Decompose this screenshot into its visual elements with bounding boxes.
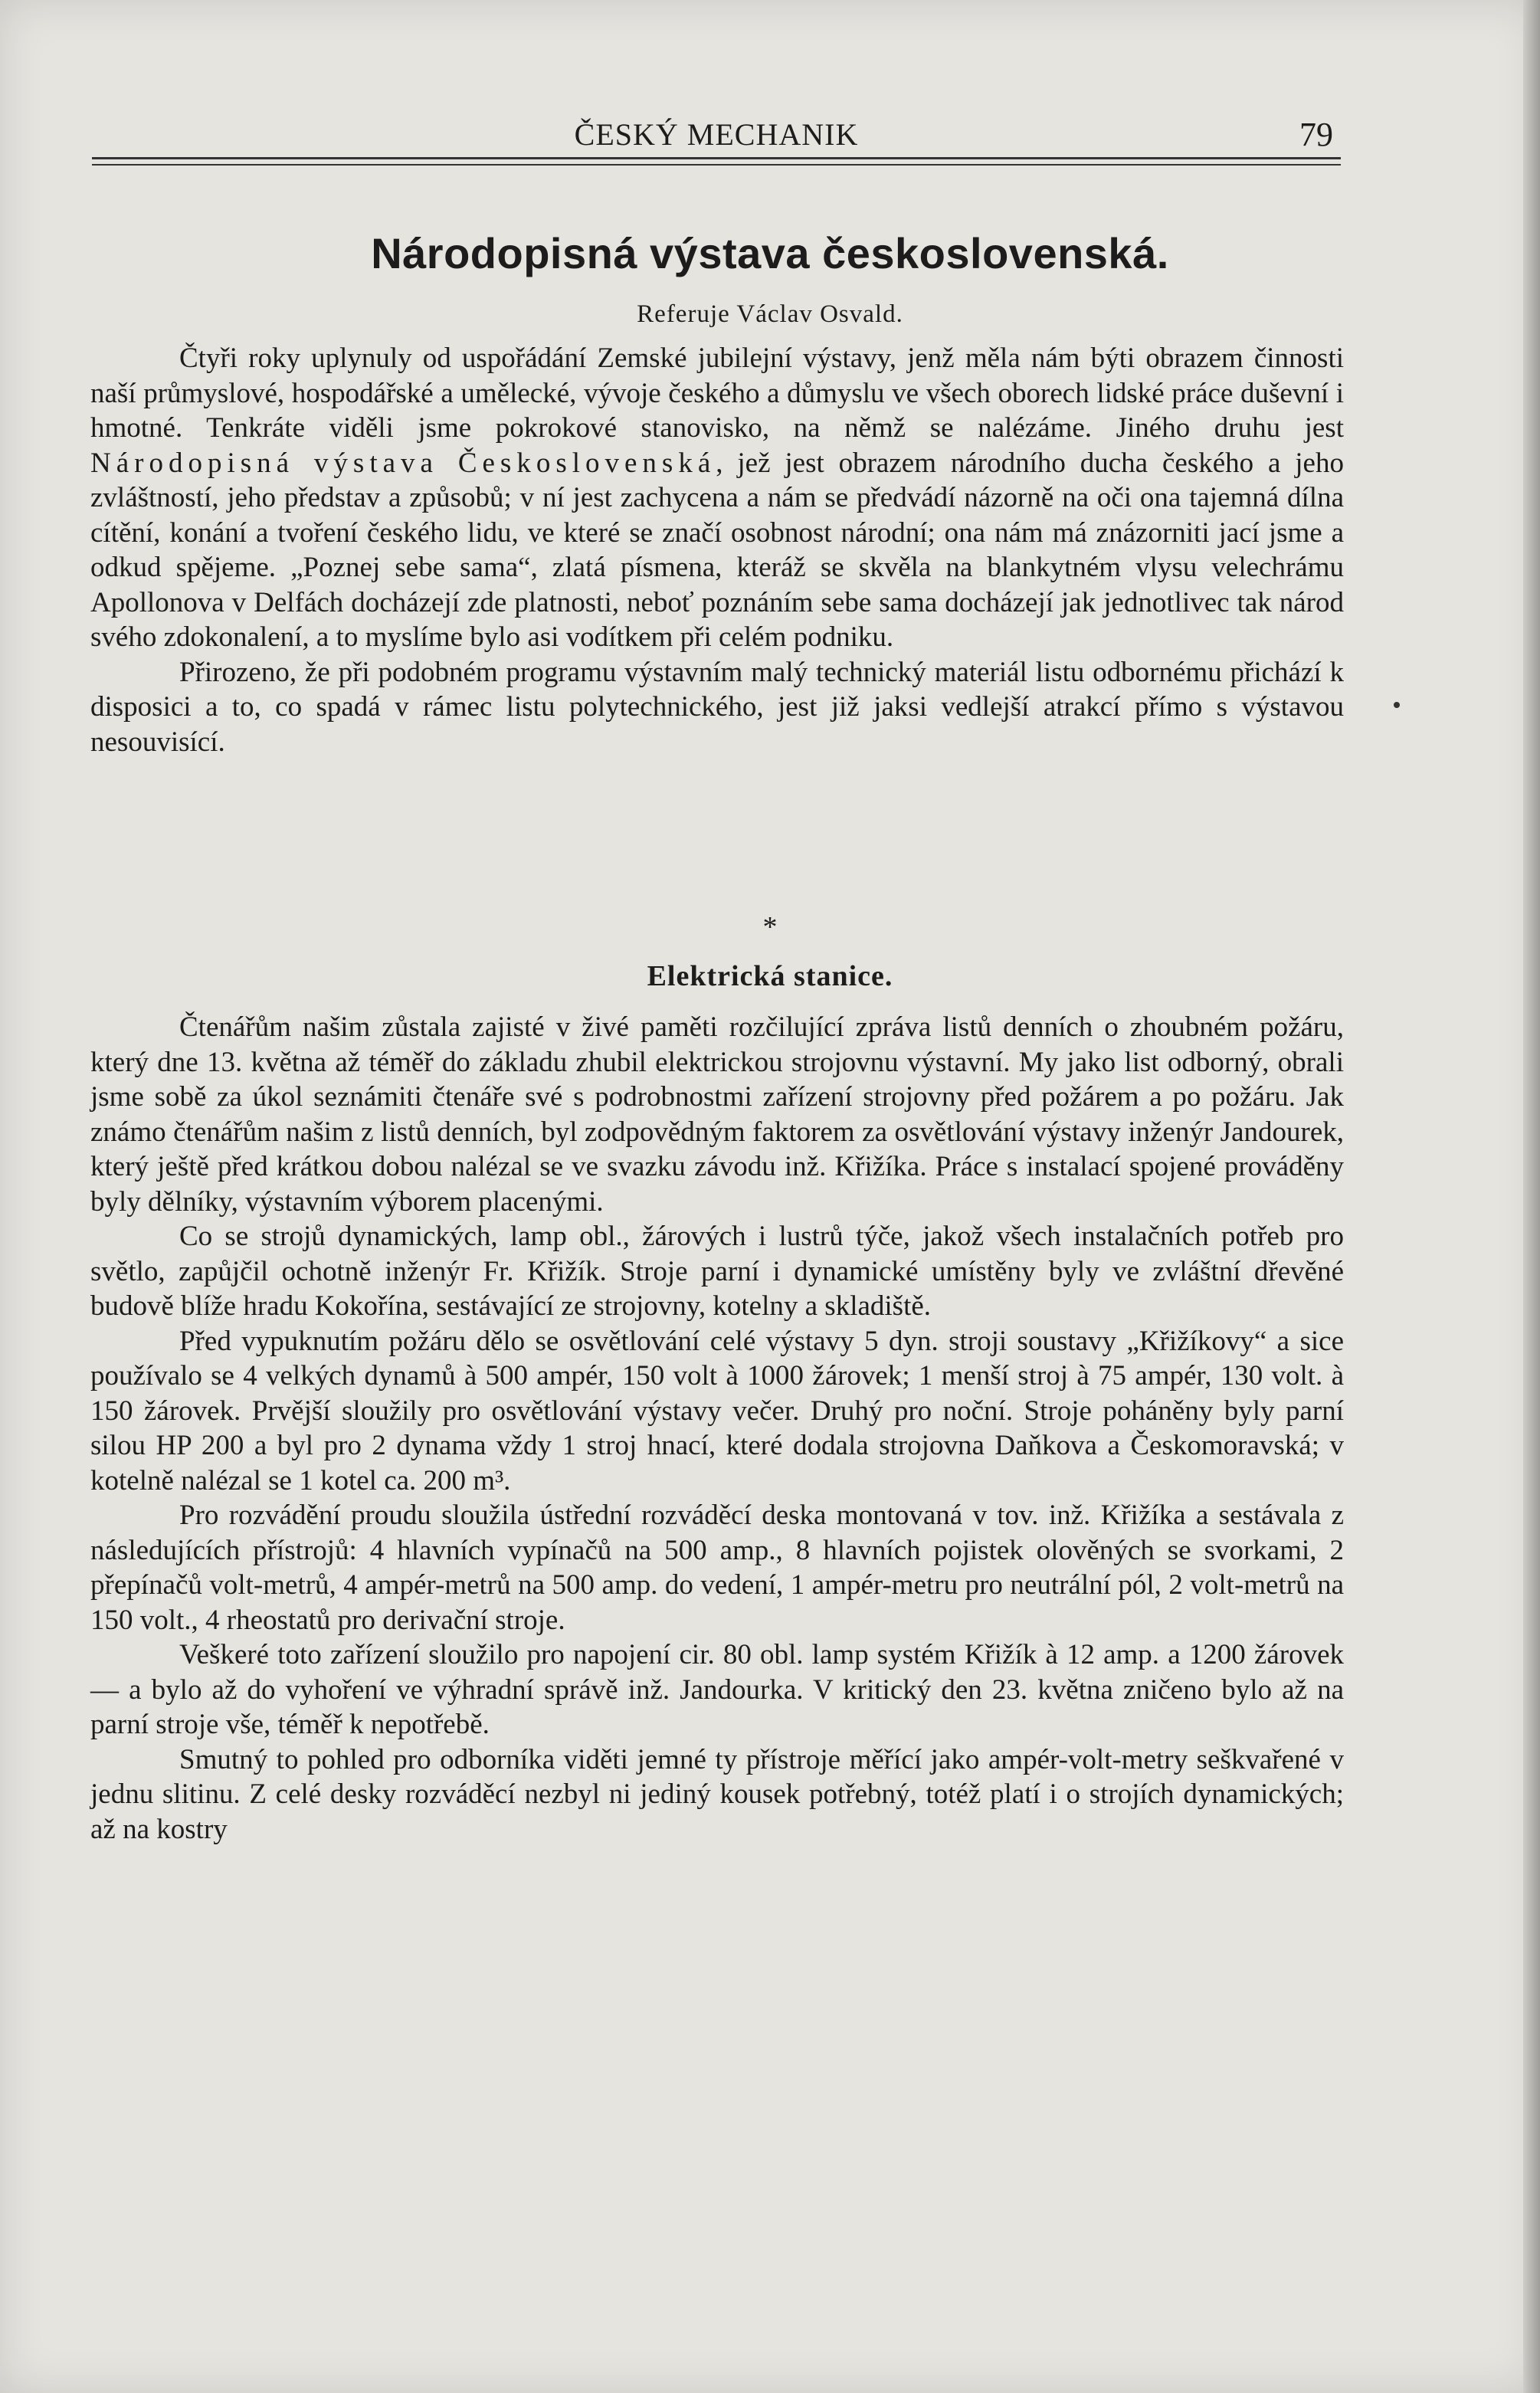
section-paragraph-5: Veškeré toto zařízení sloužilo pro napojení cir. 80 obl. lamp systém Křižík à 12 amp. a 1200 žárovek — a bylo až do vyhoření ve výhradní správě inž. Jandourka. V kritický den 23. května zničeno bylo až na parní stroje vše, téměř k nepotřebě. [90,1639,1344,1740]
section-paragraph-2: Co se strojů dynamických, lamp obl., žárových i lustrů týče, jakož všech instalačních potřeb pro světlo, zapůjčil ochotně inženýr Fr. Křižík. Stroje parní i dynamické umístěny byly ve zvláštní dřevěné budově blíže hradu Kokořína, sestávající ze strojovny, kotelny a skladiště. [90,1221,1344,1322]
section-paragraph-6: Smutný to pohled pro odborníka viděti jemné ty přístroje měřící jako ampér-volt-metry seškvařené v jednu slitinu. Z celé desky rozváděcí nezbyl ni jediný kousek potřebný, totéž platí i o strojích dynamických; až na kostry [90,1743,1344,1845]
header-rule-top [92,157,1341,159]
intro-paragraph-2: Přirozeno, že při podobném programu výstavním malý technický materiál listu odbornému přichází k disposici a to, co spadá v rámec listu polytechnického, jest již jaksi vedlejší atrakcí přímo s výstavou nesouvisící. [90,656,1344,758]
byline: Referuje Václav Osvald. [637,300,903,328]
header-rule-bottom [92,164,1341,166]
intro-text-part-1: Čtyři roky uplynuly od uspořádání Zemské jubilejní výstavy, jenž měla nám býti obrazem činnosti naší průmyslové, hospodářské a umělecké, vývoje českého a důmyslu ve všech oborech lidské práce duševní i hmotné. Tenkráte viděli jsme pokrokové stanovisko, na němž se nalézáme. Jiného druhu jest [90,343,1344,444]
section-separator: * [762,911,778,943]
article-title: Národopisná výstava československá. [371,229,1169,277]
exhibition-name: Národopisná výstava Československá [90,447,716,479]
section-paragraph-4: Pro rozvádění proudu sloužila ústřední rozváděcí deska montovaná v tov. inž. Křižíka a sestávala z následujících přístrojů: 4 hlavních vypínačů na 500 amp., 8 hlavních pojistek olověných se svorkami, 2 přepínačů volt-metrů, 4 ampér-metrů na 500 amp. do vedení, 1 ampér-metru pro neutrální pól, 2 volt-metrů na 150 volt., 4 rheostatů pro derivační stroje. [90,1500,1344,1636]
running-head [92,112,1341,153]
margin-speck [1394,702,1400,708]
page-number: 79 [1299,116,1333,153]
intro-text-part-2: , jež jest obrazem národního ducha českého a jeho zvláštností, jeho představ a způsobů; v ní jest zachycena a nám se předvádí názorně na oči ona tajemná dílna cítění, konání a tvoření českého lidu, ve které se značí osobnost národní; ona nám má znázorniti jací jsme a odkud spějeme. „Poznej sebe sama“, zlatá písmena, kteráž se skvěla na blankytném vlysu velechrámu Apollonova v Delfách docházejí zde platnosti, neboť poznáním sebe sama docházejí jak jednotlivec tak národ svého zdokonalení, a to myslíme bylo asi vodítkem při celém podniku. [90,447,1344,653]
intro-paragraph-1 [90,341,1344,655]
intro-text [90,341,1344,759]
section-heading: Elektrická stanice. [647,960,893,992]
page-edge-shadow [1523,0,1540,2393]
running-title: ČESKÝ MECHANIK [574,117,859,152]
section-text [90,1010,1344,1847]
section-paragraph-3: Před vypuknutím požáru dělo se osvětlování celé výstavy 5 dyn. stroji soustavy „Křižíkovy“ a sice používalo se 4 velkých dynamů à 500 ampér, 150 volt à 1000 žárovek; 1 menší stroj à 75 ampér, 130 volt. à 150 žárovek. Prvější sloužily pro osvětlování výstavy večer. Druhý pro noční. Stroje poháněny byly parní silou HP 200 a byl pro 2 dynama vždy 1 stroj hnací, které dodala strojovna Daňkova a Českomoravská; v kotelně nalézal se 1 kotel ca. 200 m³. [90,1325,1344,1496]
section-paragraph-1: Čtenářům našim zůstala zajisté v živé paměti rozčilující zpráva listů denních o zhoubném požáru, který dne 13. května až téměř do základu zhubil elektrickou strojovnu výstavní. My jako list odborný, obrali jsme sobě za úkol seznámiti čtenáře své s podrobnostmi zařízení strojovny před požárem a po požáru. Jak známo čtenářům našim z listů denních, byl zodpovědným faktorem za osvětlování výstavy inženýr Jandourek, který ještě před krátkou dobou nalézal se ve svazku závodu inž. Křižíka. Práce s instalací spojené prováděny byly dělníky, výstavním výborem placenými. [90,1011,1344,1218]
